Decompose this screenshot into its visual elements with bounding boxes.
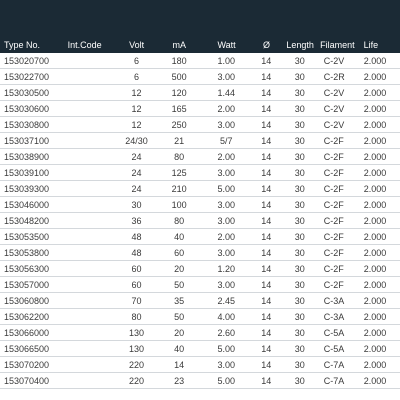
cell-filament: C-2F: [323, 152, 344, 162]
cell-type-no: 153022700: [4, 72, 50, 82]
cell-volt: 60: [131, 264, 142, 274]
table-row: [0, 229, 400, 245]
cell-volt: 30: [131, 200, 142, 210]
cell-type-no: 153048200: [4, 216, 50, 226]
cell-filament: C-7A: [323, 360, 345, 370]
column-header-length: Length: [286, 40, 314, 50]
cell-filament: C-2F: [323, 280, 344, 290]
table-row: [0, 309, 400, 325]
cell-type-no: 153057000: [4, 280, 50, 290]
column-header-volt: Volt: [129, 40, 145, 50]
cell-volt: 48: [131, 232, 142, 242]
cell-filament: C-2F: [323, 136, 344, 146]
cell-ma: 50: [174, 280, 185, 290]
cell-diameter: 14: [261, 264, 272, 274]
cell-type-no: 153039100: [4, 168, 50, 178]
cell-type-no: 153030600: [4, 104, 50, 114]
cell-ma: 21: [174, 136, 185, 146]
cell-diameter: 14: [261, 232, 272, 242]
cell-length: 30: [294, 360, 305, 370]
cell-diameter: 14: [261, 72, 272, 82]
cell-filament: C-2R: [323, 72, 345, 82]
cell-type-no: 153060800: [4, 296, 50, 306]
cell-int-code: [68, 213, 115, 228]
cell-filament: C-2F: [323, 264, 344, 274]
table-row: [0, 149, 400, 165]
cell-volt: 12: [131, 88, 142, 98]
cell-int-code: [68, 197, 115, 212]
cell-ma: 500: [171, 72, 187, 82]
cell-volt: 12: [131, 104, 142, 114]
cell-int-code: [68, 53, 115, 68]
cell-diameter: 14: [261, 152, 272, 162]
cell-filament: C-2F: [323, 248, 344, 258]
cell-diameter: 14: [261, 216, 272, 226]
table-row: [0, 357, 400, 373]
header-band: [0, 0, 400, 37]
cell-length: 30: [294, 280, 305, 290]
cell-ma: 120: [171, 88, 187, 98]
table-row: [0, 117, 400, 133]
cell-volt: 70: [131, 296, 142, 306]
cell-type-no: 153070200: [4, 360, 50, 370]
cell-volt: 6: [133, 56, 139, 66]
cell-type-no: 153066500: [4, 344, 50, 354]
cell-diameter: 14: [261, 280, 272, 290]
cell-volt: 130: [128, 328, 144, 338]
cell-length: 30: [294, 72, 305, 82]
table-row: [0, 101, 400, 117]
column-header-ma: mA: [172, 40, 187, 50]
cell-length: 30: [294, 56, 305, 66]
cell-length: 30: [294, 152, 305, 162]
cell-diameter: 14: [261, 120, 272, 130]
cell-diameter: 14: [261, 360, 272, 370]
cell-life: 2.000: [363, 88, 387, 98]
cell-filament: C-2F: [323, 168, 344, 178]
cell-int-code: [68, 373, 115, 388]
cell-volt: 220: [128, 360, 144, 370]
cell-length: 30: [294, 104, 305, 114]
cell-diameter: 14: [261, 200, 272, 210]
cell-diameter: 14: [261, 104, 272, 114]
cell-diameter: 14: [261, 296, 272, 306]
cell-filament: C-2F: [323, 216, 344, 226]
cell-ma: 60: [174, 248, 185, 258]
cell-life: 2.000: [363, 56, 387, 66]
cell-int-code: [68, 85, 115, 100]
cell-diameter: 14: [261, 88, 272, 98]
cell-diameter: 14: [261, 184, 272, 194]
table-row: [0, 85, 400, 101]
table-row: [0, 245, 400, 261]
cell-life: 2.000: [363, 232, 387, 242]
cell-ma: 20: [174, 328, 185, 338]
cell-life: 2.000: [363, 376, 387, 386]
cell-ma: 40: [174, 344, 185, 354]
cell-type-no: 153056300: [4, 264, 50, 274]
cell-life: 2.000: [363, 344, 387, 354]
cell-life: 2.000: [363, 136, 387, 146]
cell-type-no: 153039300: [4, 184, 50, 194]
cell-int-code: [68, 261, 115, 276]
cell-watt: 3.00: [217, 216, 236, 226]
cell-length: 30: [294, 88, 305, 98]
cell-length: 30: [294, 312, 305, 322]
cell-type-no: 153046000: [4, 200, 50, 210]
cell-filament: C-7A: [323, 376, 345, 386]
cell-type-no: 153066000: [4, 328, 50, 338]
cell-life: 2.000: [363, 360, 387, 370]
cell-watt: 5.00: [217, 376, 236, 386]
cell-diameter: 14: [261, 312, 272, 322]
cell-filament: C-2F: [323, 184, 344, 194]
table-row: [0, 197, 400, 213]
cell-type-no: 153053500: [4, 232, 50, 242]
cell-int-code: [68, 245, 115, 260]
cell-life: 2.000: [363, 120, 387, 130]
table-row: [0, 277, 400, 293]
cell-volt: 48: [131, 248, 142, 258]
cell-life: 2.000: [363, 328, 387, 338]
cell-int-code: [68, 341, 115, 356]
cell-ma: 165: [171, 104, 187, 114]
cell-int-code: [68, 325, 115, 340]
cell-length: 30: [294, 120, 305, 130]
cell-watt: 2.00: [217, 152, 236, 162]
cell-type-no: 153038900: [4, 152, 50, 162]
cell-ma: 80: [174, 216, 185, 226]
column-header-int-code: Int.Code: [67, 40, 102, 50]
cell-watt: 5.00: [217, 344, 236, 354]
cell-length: 30: [294, 376, 305, 386]
cell-watt: 2.00: [217, 232, 236, 242]
table-header: [0, 37, 400, 53]
cell-ma: 125: [171, 168, 187, 178]
cell-volt: 24: [131, 152, 142, 162]
table-row: [0, 213, 400, 229]
cell-int-code: [68, 277, 115, 292]
cell-watt: 1.20: [217, 264, 236, 274]
cell-ma: 50: [174, 312, 185, 322]
table-row: [0, 69, 400, 85]
table-row: [0, 325, 400, 341]
column-header-type-no: Type No.: [4, 40, 41, 50]
table-row: [0, 341, 400, 357]
cell-watt: 3.00: [217, 168, 236, 178]
cell-length: 30: [294, 248, 305, 258]
table-row: [0, 181, 400, 197]
table-row: [0, 373, 400, 389]
table-row: [0, 293, 400, 309]
cell-ma: 35: [174, 296, 185, 306]
cell-watt: 3.00: [217, 248, 236, 258]
cell-volt: 6: [133, 72, 139, 82]
cell-length: 30: [294, 296, 305, 306]
cell-diameter: 14: [261, 248, 272, 258]
cell-ma: 14: [174, 360, 185, 370]
cell-life: 2.000: [363, 104, 387, 114]
cell-watt: 4.00: [217, 312, 236, 322]
cell-life: 2.000: [363, 280, 387, 290]
cell-watt: 3.00: [217, 360, 236, 370]
cell-int-code: [68, 117, 115, 132]
cell-ma: 80: [174, 152, 185, 162]
cell-int-code: [68, 165, 115, 180]
cell-filament: C-2V: [323, 56, 345, 66]
table-row: [0, 165, 400, 181]
cell-volt: 24/30: [125, 136, 148, 146]
cell-watt: 2.60: [217, 328, 236, 338]
table-row: [0, 133, 400, 149]
cell-volt: 60: [131, 280, 142, 290]
cell-type-no: 153020700: [4, 56, 50, 66]
cell-volt: 36: [131, 216, 142, 226]
cell-length: 30: [294, 216, 305, 226]
cell-ma: 250: [171, 120, 187, 130]
cell-type-no: 153053800: [4, 248, 50, 258]
cell-watt: 5/7: [220, 136, 233, 146]
column-header-filament: Filament: [320, 40, 355, 50]
cell-ma: 23: [174, 376, 185, 386]
cell-filament: C-2F: [323, 232, 344, 242]
cell-filament: C-5A: [323, 328, 345, 338]
cell-watt: 3.00: [217, 200, 236, 210]
cell-int-code: [68, 133, 115, 148]
cell-int-code: [68, 357, 115, 372]
cell-type-no: 153070400: [4, 376, 50, 386]
cell-length: 30: [294, 200, 305, 210]
cell-type-no: 153037100: [4, 136, 50, 146]
cell-filament: C-2F: [323, 200, 344, 210]
cell-length: 30: [294, 168, 305, 178]
cell-watt: 3.00: [217, 280, 236, 290]
cell-ma: 210: [171, 184, 187, 194]
cell-filament: C-5A: [323, 344, 345, 354]
cell-life: 2.000: [363, 264, 387, 274]
cell-int-code: [68, 69, 115, 84]
cell-length: 30: [294, 264, 305, 274]
cell-diameter: 14: [261, 328, 272, 338]
cell-life: 2.000: [363, 72, 387, 82]
cell-life: 2.000: [363, 248, 387, 258]
cell-volt: 24: [131, 184, 142, 194]
cell-filament: C-3A: [323, 296, 345, 306]
column-header-diameter: Ø: [262, 40, 270, 50]
cell-int-code: [68, 229, 115, 244]
cell-watt: 1.44: [217, 88, 236, 98]
cell-life: 2.000: [363, 216, 387, 226]
cell-length: 30: [294, 344, 305, 354]
cell-life: 2.000: [363, 152, 387, 162]
cell-ma: 100: [171, 200, 187, 210]
cell-watt: 2.45: [217, 296, 236, 306]
cell-watt: 3.00: [217, 120, 236, 130]
cell-watt: 1.00: [217, 56, 236, 66]
cell-life: 2.000: [363, 184, 387, 194]
cell-ma: 40: [174, 232, 185, 242]
cell-length: 30: [294, 184, 305, 194]
cell-int-code: [68, 293, 115, 308]
table-row: [0, 261, 400, 277]
cell-int-code: [68, 149, 115, 164]
column-header-watt: Watt: [217, 40, 236, 50]
cell-volt: 12: [131, 120, 142, 130]
cell-life: 2.000: [363, 200, 387, 210]
cell-filament: C-2V: [323, 88, 345, 98]
cell-diameter: 14: [261, 136, 272, 146]
cell-diameter: 14: [261, 168, 272, 178]
cell-ma: 180: [171, 56, 187, 66]
cell-type-no: 153062200: [4, 312, 50, 322]
cell-ma: 20: [174, 264, 185, 274]
cell-diameter: 14: [261, 344, 272, 354]
cell-filament: C-2V: [323, 120, 345, 130]
cell-int-code: [68, 309, 115, 324]
cell-type-no: 153030500: [4, 88, 50, 98]
cell-life: 2.000: [363, 168, 387, 178]
cell-int-code: [68, 101, 115, 116]
cell-diameter: 14: [261, 376, 272, 386]
cell-int-code: [68, 181, 115, 196]
cell-length: 30: [294, 136, 305, 146]
cell-volt: 220: [128, 376, 144, 386]
cell-type-no: 153030800: [4, 120, 50, 130]
cell-volt: 24: [131, 168, 142, 178]
cell-watt: 2.00: [217, 104, 236, 114]
table-body: [0, 53, 400, 389]
cell-life: 2.000: [363, 312, 387, 322]
cell-length: 30: [294, 328, 305, 338]
cell-life: 2.000: [363, 296, 387, 306]
table-row: [0, 53, 400, 69]
cell-volt: 80: [131, 312, 142, 322]
cell-filament: C-2V: [323, 104, 345, 114]
cell-watt: 5.00: [217, 184, 236, 194]
cell-volt: 130: [128, 344, 144, 354]
cell-filament: C-3A: [323, 312, 345, 322]
cell-diameter: 14: [261, 56, 272, 66]
cell-watt: 3.00: [217, 72, 236, 82]
column-header-life: Life: [363, 40, 379, 50]
cell-length: 30: [294, 232, 305, 242]
